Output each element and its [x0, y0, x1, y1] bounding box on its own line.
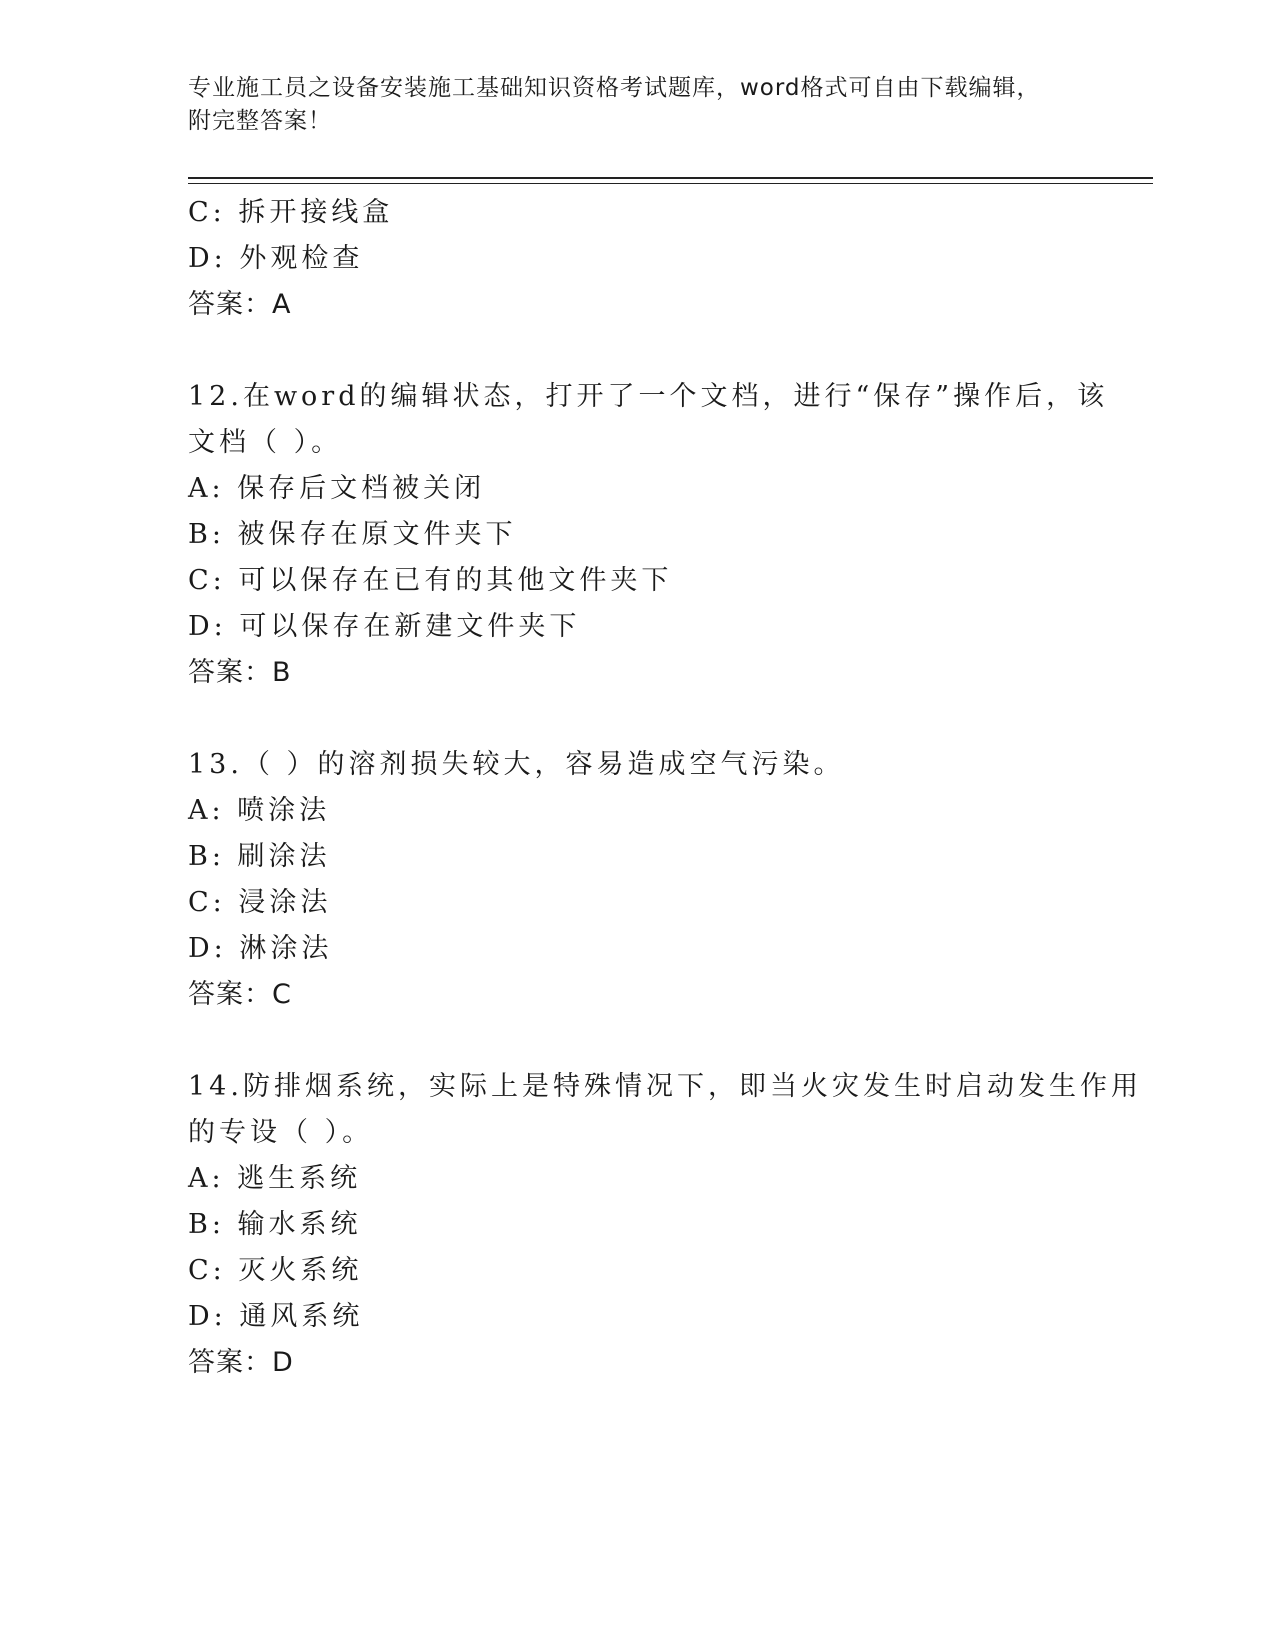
option-b: B: 输水系统 — [188, 1209, 362, 1240]
option-b: B: 刷涂法 — [188, 841, 331, 872]
option-a: A: 逃生系统 — [188, 1163, 362, 1194]
question-stem-line: 12.在word的编辑状态，打开了一个文档，进行“保存”操作后，该 — [188, 381, 1109, 412]
question-14 — [188, 1064, 1142, 1386]
question-stem-line: 13.（ ）的溶剂损失较大，容易造成空气污染。 — [188, 749, 845, 780]
option-c: C: 灭火系统 — [188, 1255, 363, 1286]
option-c: C: 拆开接线盒 — [188, 197, 394, 228]
question-stem-line: 文档（ ）。 — [188, 427, 343, 458]
answer-label: 答案：B — [188, 657, 292, 688]
header-divider-thin — [188, 183, 1153, 184]
answer-label: 答案：C — [188, 979, 292, 1010]
question-13 — [188, 742, 1088, 1018]
partial-question-11 — [188, 190, 1088, 328]
question-12 — [188, 374, 1109, 696]
option-a: A: 保存后文档被关闭 — [188, 473, 486, 504]
header-line-1: 专业施工员之设备安装施工基础知识资格考试题库，word格式可自由下载编辑， — [188, 75, 1041, 101]
answer-label: 答案：A — [188, 289, 292, 320]
question-list — [188, 190, 1142, 1386]
question-stem-line: 的专设（ ）。 — [188, 1117, 374, 1148]
spacer — [188, 1018, 1088, 1064]
option-d: D: 淋涂法 — [188, 933, 333, 964]
option-d: D: 外观检查 — [188, 243, 364, 274]
answer-label: 答案：D — [188, 1347, 294, 1378]
page-header — [188, 72, 1068, 138]
spacer — [188, 696, 1088, 742]
option-d: D: 通风系统 — [188, 1301, 364, 1332]
header-line-2: 附完整答案！ — [188, 108, 332, 134]
option-c: C: 浸涂法 — [188, 887, 332, 918]
option-b: B: 被保存在原文件夹下 — [188, 519, 517, 550]
option-a: A: 喷涂法 — [188, 795, 331, 826]
spacer — [188, 328, 1088, 374]
option-d: D: 可以保存在新建文件夹下 — [188, 611, 581, 642]
header-divider-thick — [188, 177, 1153, 179]
option-c: C: 可以保存在已有的其他文件夹下 — [188, 565, 673, 596]
question-stem-line: 14.防排烟系统，实际上是特殊情况下，即当火灾发生时启动发生作用 — [188, 1071, 1142, 1102]
